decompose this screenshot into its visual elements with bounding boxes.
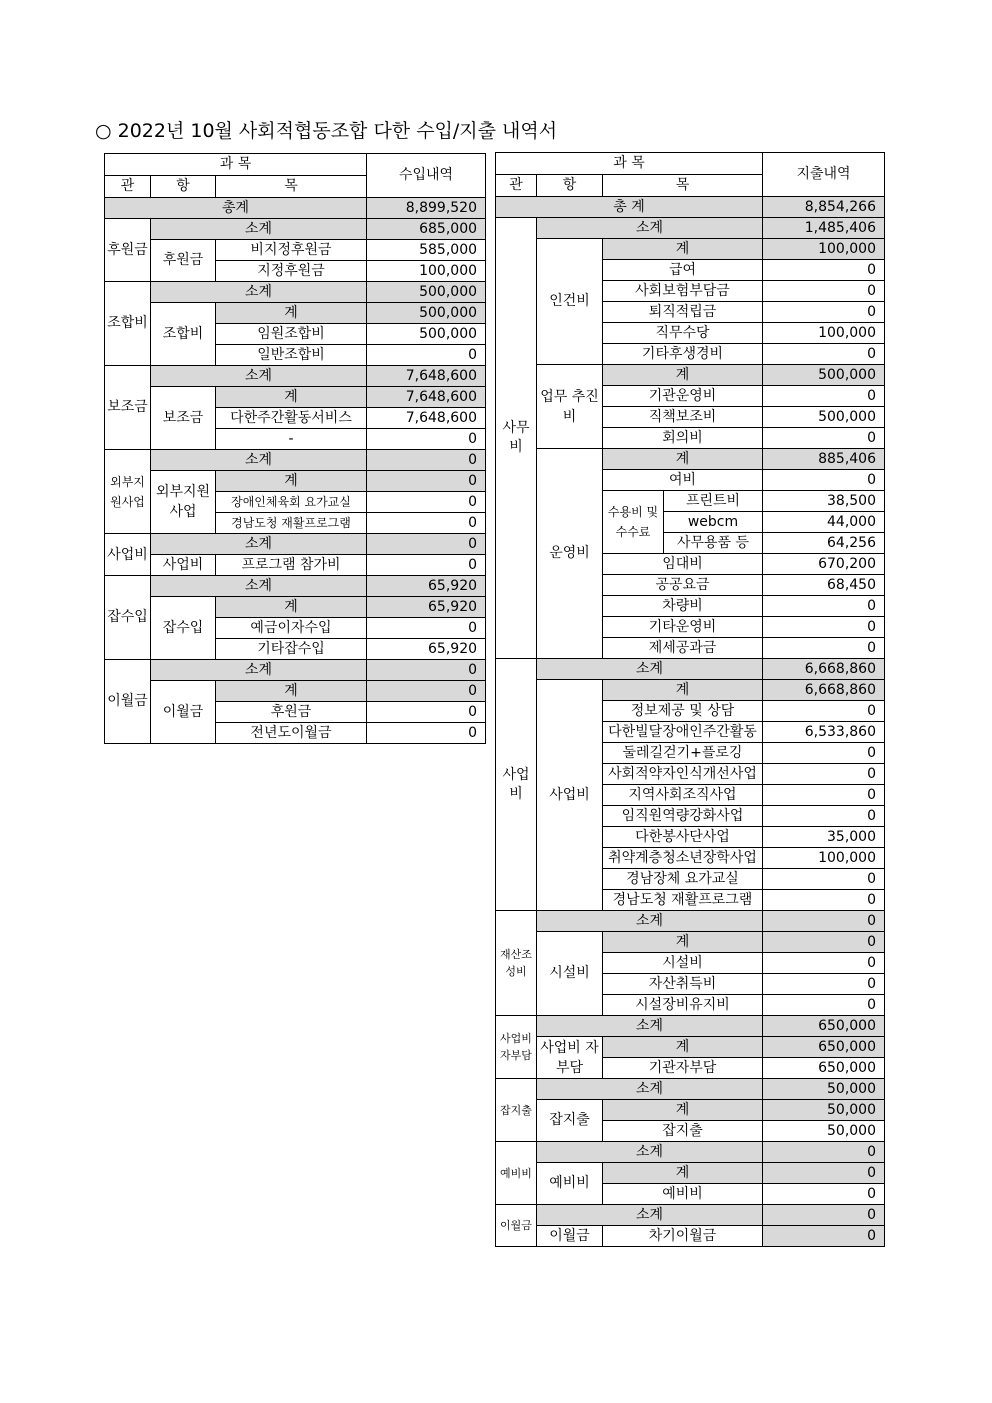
subtotal-label: 소계: [151, 366, 367, 387]
hang-cell: 이월금: [151, 681, 216, 744]
table-row: [496, 911, 885, 932]
amount-cell: 50,000: [763, 1121, 885, 1142]
mok-cell: 계: [603, 239, 763, 260]
hang-cell: 보조금: [151, 387, 216, 450]
mok-cell: 직무수당: [603, 323, 763, 344]
subtotal-label: 소계: [151, 660, 367, 681]
amount-cell: 885,406: [763, 449, 885, 470]
amount-cell: 0: [367, 345, 486, 366]
mok-cell: 계: [603, 365, 763, 386]
subtotal-amount: 0: [763, 1142, 885, 1163]
table-row: [496, 1016, 885, 1037]
gwan-cell: 보조금: [105, 366, 151, 450]
mok-cell: 직책보조비: [603, 407, 763, 428]
gwan-cell: 사업비: [496, 659, 537, 911]
table-row: [105, 450, 486, 471]
amount-cell: 0: [367, 492, 486, 513]
mok-cell: 계: [216, 471, 367, 492]
amount-cell: 0: [367, 471, 486, 492]
mok-cell: 퇴직적립금: [603, 302, 763, 323]
amount-cell: 6,668,860: [763, 680, 885, 701]
amount-cell: 35,000: [763, 827, 885, 848]
amount-cell: 100,000: [763, 848, 885, 869]
amount-cell: 0: [763, 785, 885, 806]
mok-cell: 급여: [603, 260, 763, 281]
mok-group-cell: 수용비 및 수수료: [603, 491, 664, 554]
amount-cell: 65,920: [367, 597, 486, 618]
mok-cell: 전년도이월금: [216, 723, 367, 744]
table-row: [496, 932, 885, 953]
mok-cell: 예금이자수입: [216, 618, 367, 639]
gwan-cell: 조합비: [105, 282, 151, 366]
header-hang: 항: [537, 175, 603, 197]
total-amount: 8,899,520: [367, 198, 486, 219]
subtotal-label: 소계: [151, 534, 367, 555]
mok-cell: webcm: [664, 512, 763, 533]
hang-cell: 인건비: [537, 239, 603, 365]
mok-cell: 기타운영비: [603, 617, 763, 638]
header-gwan: 관: [105, 176, 151, 198]
total-row: [105, 198, 486, 219]
table-row: [105, 576, 486, 597]
mok-cell: 임직원역량강화사업: [603, 806, 763, 827]
table-row: [105, 534, 486, 555]
header-mok: 목: [216, 176, 367, 198]
mok-cell: 계: [216, 387, 367, 408]
subtotal-amount: 1,485,406: [763, 218, 885, 239]
amount-cell: 0: [763, 974, 885, 995]
mok-cell: 임대비: [603, 554, 763, 575]
table-row: [105, 681, 486, 702]
table-row: [496, 1163, 885, 1184]
hang-cell: 잡지출: [537, 1100, 603, 1142]
table-row: [496, 449, 885, 470]
hang-cell: 예비비: [537, 1163, 603, 1205]
gwan-cell: 예비비: [496, 1142, 537, 1205]
gwan-cell: 후원금: [105, 219, 151, 282]
mok-cell: 기관운영비: [603, 386, 763, 407]
mok-cell: 다한주간활동서비스: [216, 408, 367, 429]
hang-cell: 사업비 자부담: [537, 1037, 603, 1079]
mok-cell: 다한빌달장애인주간활동: [603, 722, 763, 743]
subtotal-label: 소계: [537, 1142, 763, 1163]
amount-cell: 0: [367, 702, 486, 723]
table-row: [496, 365, 885, 386]
total-amount: 8,854,266: [763, 197, 885, 218]
hang-cell: 운영비: [537, 449, 603, 659]
mok-cell: 계: [603, 1163, 763, 1184]
subtotal-label: 소계: [537, 1205, 763, 1226]
subtotal-amount: 0: [763, 1205, 885, 1226]
hang-cell: 사업비: [151, 555, 216, 576]
amount-cell: 0: [763, 995, 885, 1016]
amount-cell: 68,450: [763, 575, 885, 596]
hang-cell: 업무 추진비: [537, 365, 603, 449]
hang-cell: 사업비: [537, 680, 603, 911]
hang-cell: 이월금: [537, 1226, 603, 1247]
mok-cell: 후원금: [216, 702, 367, 723]
hang-cell: 조합비: [151, 303, 216, 366]
amount-cell: 500,000: [367, 324, 486, 345]
table-row: [105, 660, 486, 681]
gwan-cell: 재산조성비: [496, 911, 537, 1016]
subtotal-amount: 650,000: [763, 1016, 885, 1037]
table-row: [496, 218, 885, 239]
mok-cell: 시설장비유지비: [603, 995, 763, 1016]
subtotal-amount: 0: [367, 660, 486, 681]
amount-cell: 0: [763, 701, 885, 722]
income-table: [104, 153, 486, 744]
table-row: [105, 219, 486, 240]
mok-cell: 시설비: [603, 953, 763, 974]
amount-cell: 0: [763, 302, 885, 323]
gwan-cell: 사업비: [105, 534, 151, 576]
amount-cell: 0: [763, 1226, 885, 1247]
amount-cell: 500,000: [763, 365, 885, 386]
mok-cell: 비지정후원금: [216, 240, 367, 261]
table-row: [105, 387, 486, 408]
amount-cell: 585,000: [367, 240, 486, 261]
table-row: [496, 1100, 885, 1121]
subtotal-label: 소계: [151, 282, 367, 303]
amount-cell: 100,000: [763, 323, 885, 344]
mok-cell: 차기이월금: [603, 1226, 763, 1247]
subtotal-label: 소계: [537, 659, 763, 680]
subtotal-label: 소계: [537, 1016, 763, 1037]
table-row: [105, 240, 486, 261]
header-mok: 목: [603, 175, 763, 197]
header-hang: 항: [151, 176, 216, 198]
hang-cell: 잡수입: [151, 597, 216, 660]
mok-cell: 다한봉사단사업: [603, 827, 763, 848]
mok-cell: 경남도청 재활프로그램: [216, 513, 367, 534]
mok-cell: 취약계층청소년장학사업: [603, 848, 763, 869]
table-row: [496, 1205, 885, 1226]
header-amount: 지출내역: [763, 153, 885, 197]
gwan-cell: 사업비자부담: [496, 1016, 537, 1079]
mok-cell: 프린트비: [664, 491, 763, 512]
amount-cell: 44,000: [763, 512, 885, 533]
mok-cell: 기타후생경비: [603, 344, 763, 365]
subtotal-label: 소계: [151, 576, 367, 597]
header-subject: 과 목: [496, 153, 763, 175]
amount-cell: 0: [763, 869, 885, 890]
table-row: [105, 597, 486, 618]
subtotal-amount: 685,000: [367, 219, 486, 240]
gwan-cell: 잡지출: [496, 1079, 537, 1142]
table-row: [105, 303, 486, 324]
mok-cell: 예비비: [603, 1184, 763, 1205]
amount-cell: 0: [763, 281, 885, 302]
subtotal-label: 소계: [537, 911, 763, 932]
amount-cell: 0: [367, 429, 486, 450]
subtotal-amount: 7,648,600: [367, 366, 486, 387]
subtotal-amount: 0: [367, 534, 486, 555]
mok-cell: 정보제공 및 상담: [603, 701, 763, 722]
mok-cell: 여비: [603, 470, 763, 491]
amount-cell: 0: [763, 470, 885, 491]
mok-cell: 잡지출: [603, 1121, 763, 1142]
mok-cell: 둘레길걷기+플로깅: [603, 743, 763, 764]
mok-cell: 기관자부담: [603, 1058, 763, 1079]
amount-cell: 64,256: [763, 533, 885, 554]
amount-cell: 0: [367, 681, 486, 702]
amount-cell: 50,000: [763, 1100, 885, 1121]
subtotal-label: 소계: [537, 1079, 763, 1100]
amount-cell: 0: [763, 764, 885, 785]
amount-cell: 38,500: [763, 491, 885, 512]
table-row: [496, 680, 885, 701]
table-row: [496, 1079, 885, 1100]
hang-cell: 외부지원사업: [151, 471, 216, 534]
amount-cell: 0: [763, 743, 885, 764]
header-amount: 수입내역: [367, 154, 486, 198]
amount-cell: 100,000: [763, 239, 885, 260]
table-row: [496, 1142, 885, 1163]
document-title: ○ 2022년 10월 사회적협동조합 다한 수입/지출 내역서: [95, 120, 558, 142]
mok-cell: 프로그램 참가비: [216, 555, 367, 576]
amount-cell: 0: [763, 890, 885, 911]
gwan-cell: 잡수입: [105, 576, 151, 660]
amount-cell: 0: [763, 932, 885, 953]
amount-cell: 650,000: [763, 1037, 885, 1058]
table-header-row: [496, 153, 885, 175]
mok-cell: 공공요금: [603, 575, 763, 596]
mok-cell: 지역사회조직사업: [603, 785, 763, 806]
mok-cell: 사무용품 등: [664, 533, 763, 554]
table-row: [496, 239, 885, 260]
subtotal-amount: 50,000: [763, 1079, 885, 1100]
mok-cell: 제세공과금: [603, 638, 763, 659]
header-subject: 과 목: [105, 154, 367, 176]
table-row: [105, 366, 486, 387]
amount-cell: 0: [763, 638, 885, 659]
table-row: [105, 555, 486, 576]
amount-cell: 0: [367, 513, 486, 534]
amount-cell: 0: [367, 618, 486, 639]
amount-cell: 670,200: [763, 554, 885, 575]
amount-cell: 100,000: [367, 261, 486, 282]
table-row: [496, 1037, 885, 1058]
hang-cell: 시설비: [537, 932, 603, 1016]
mok-cell: 경남도청 재활프로그램: [603, 890, 763, 911]
amount-cell: 0: [763, 617, 885, 638]
table-row: [496, 659, 885, 680]
total-label: 총 계: [496, 197, 763, 218]
mok-cell: 계: [216, 303, 367, 324]
hang-cell: 후원금: [151, 240, 216, 282]
gwan-cell: 이월금: [105, 660, 151, 744]
amount-cell: 0: [763, 386, 885, 407]
mok-cell: 장애인체육회 요가교실: [216, 492, 367, 513]
amount-cell: 7,648,600: [367, 408, 486, 429]
subtotal-label: 소계: [537, 218, 763, 239]
mok-cell: 자산취득비: [603, 974, 763, 995]
table-row: [105, 471, 486, 492]
mok-cell: 계: [603, 1100, 763, 1121]
mok-cell: 계: [603, 449, 763, 470]
gwan-cell: 사무비: [496, 218, 537, 659]
amount-cell: 0: [763, 344, 885, 365]
mok-cell: 계: [603, 680, 763, 701]
mok-cell: 기타잡수입: [216, 639, 367, 660]
subtotal-amount: 0: [763, 911, 885, 932]
amount-cell: 500,000: [763, 407, 885, 428]
mok-cell: 사회보험부담금: [603, 281, 763, 302]
amount-cell: 0: [763, 1184, 885, 1205]
amount-cell: 500,000: [367, 303, 486, 324]
mok-cell: 계: [216, 681, 367, 702]
subtotal-amount: 6,668,860: [763, 659, 885, 680]
gwan-cell: 외부지원사업: [105, 450, 151, 534]
mok-cell: 임원조합비: [216, 324, 367, 345]
mok-cell: 지정후원금: [216, 261, 367, 282]
amount-cell: 0: [763, 428, 885, 449]
subtotal-label: 소계: [151, 450, 367, 471]
mok-cell: 계: [603, 1037, 763, 1058]
subtotal-label: 소계: [151, 219, 367, 240]
expense-table: [495, 152, 885, 1247]
total-label: 총계: [105, 198, 367, 219]
mok-cell: 계: [603, 932, 763, 953]
amount-cell: 0: [367, 555, 486, 576]
subtotal-amount: 65,920: [367, 576, 486, 597]
mok-cell: 일반조합비: [216, 345, 367, 366]
mok-cell: 차량비: [603, 596, 763, 617]
amount-cell: 65,920: [367, 639, 486, 660]
amount-cell: 0: [763, 806, 885, 827]
total-row: [496, 197, 885, 218]
amount-cell: 6,533,860: [763, 722, 885, 743]
amount-cell: 0: [763, 596, 885, 617]
table-row: [496, 1226, 885, 1247]
amount-cell: 0: [367, 723, 486, 744]
amount-cell: 0: [763, 953, 885, 974]
mok-cell: -: [216, 429, 367, 450]
mok-cell: 사회적약자인식개선사업: [603, 764, 763, 785]
mok-cell: 경남장체 요가교실: [603, 869, 763, 890]
mok-cell: 계: [216, 597, 367, 618]
table-header-row: [105, 154, 486, 176]
amount-cell: 650,000: [763, 1058, 885, 1079]
amount-cell: 0: [763, 260, 885, 281]
subtotal-amount: 500,000: [367, 282, 486, 303]
gwan-cell: 이월금: [496, 1205, 537, 1247]
table-row: [105, 282, 486, 303]
amount-cell: 0: [763, 1163, 885, 1184]
subtotal-amount: 0: [367, 450, 486, 471]
header-gwan: 관: [496, 175, 537, 197]
amount-cell: 7,648,600: [367, 387, 486, 408]
mok-cell: 회의비: [603, 428, 763, 449]
